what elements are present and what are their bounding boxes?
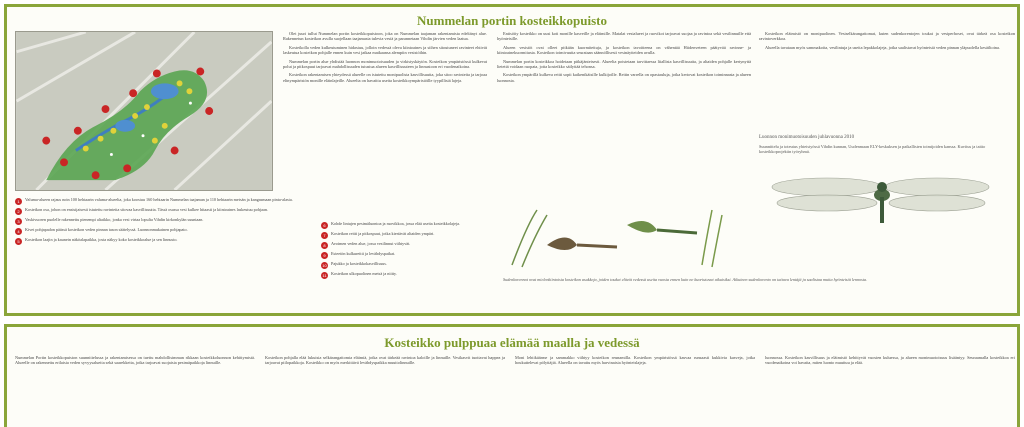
legend-number: 1 xyxy=(15,198,22,205)
legend-text: Kosteikon osa, johon on ensisijaisesti istutettu ravinteita sitovaa kasvillisuutta. Tässä osassa vesi kulkee hitaasti ja kiintoaines laskeutuu pohjaan. xyxy=(25,207,268,212)
bottom-column-3: Moni lehtikäärme ja sammakko viihtyy kosteikon reunamilla. Kosteikon ympäristössä kasvaa runsaasti kukkivia kasveja, jotka houkuttelevat pölyttäjiä. Alueella on tavattu myös harvinaisia hyönteislajeja. xyxy=(515,355,755,366)
legend-number: 7 xyxy=(321,232,328,239)
legend-text: Esteetön kulkureitti ja levähdyspaikat. xyxy=(331,251,396,256)
legend-text: Kivet pohjapadon päässä kosteikon veden pinnan tason säätelyssä. Luonnonmukainen pohjapato. xyxy=(25,227,188,232)
bottom-column-2: Kosteikon pohjalla elää lukuisia selkärangattomia eläimiä, jotka ovat tärkeää ravintoa kaloille ja linnuille. Vesikasvit tuottavat happea ja tarjoavat piilopaikkoja. Kosteikko on myös merkittävä levähdyspaikka muuttolinnuille. xyxy=(265,355,505,366)
legend-text: Avoimen veden alue, jossa vesilinnut viihtyvät. xyxy=(331,241,411,246)
legend-text: Kohde lintujen pesimäluontoa ja ruovikkoa, jossa elää useita kosteikkolajeja. xyxy=(331,221,461,226)
legend-number: 8 xyxy=(321,242,328,249)
legend-number: 11 xyxy=(322,273,327,278)
legend-item xyxy=(15,227,311,235)
legend-number: 2 xyxy=(15,208,22,215)
credits-text: Suunnittelu ja toteutus yhteistyössä Vihdin kunnan, Uudenmaan ELY-keskuksen ja paikallisten toimijoiden kanssa. Kuvitus ja taitto kosteikkoprojektin työryhmä. xyxy=(759,144,986,155)
paragraph: Kosteikolla veden kulkeutuminen hidastuu, jolloin vedessä oleva kiintoaines ja siihen sitoutuneet ravinteet ehtivät laskeutua kosteikon pohjalle ennen kuin vesi jatkaa matkaansa alempiin vesistöihin. xyxy=(283,44,487,56)
legend-text: Kosteikon ulkopuolinen metsä ja niitty. xyxy=(331,271,397,276)
legend-item xyxy=(15,217,311,225)
paragraph: Alueen vesistöt ovat olleet pitkään kuormitettuja, ja kosteikon tavoitteena on vähentää Hiidenveteen päätyvää ravinne- ja kiintoainekuormitusta. Kosteikon toimivuutta seurataan säännöllisesti vesinäytteiden avulla. xyxy=(497,44,751,56)
legend-number: 5 xyxy=(15,238,22,245)
legend-item xyxy=(321,271,501,279)
bottom-panel xyxy=(4,324,1020,427)
legend-item xyxy=(15,207,311,215)
text-column-3 xyxy=(759,31,1015,135)
legend-item xyxy=(321,251,501,259)
paragraph: Nummelan portin alue yhdistää luonnon monimuotoisuuden ja virkistyskäytön. Kosteikon ympäristössä kulkevat polut ja pitkospuut tarjoavat mahdollisuuden tutustua alueen kasvillisuuteen ja linnustoon eri vuodenaikoina. xyxy=(283,58,487,70)
bottom-panel-title: Kosteikko pulppuaa elämää maalla ja vedessä xyxy=(384,335,640,350)
legend-text: Kosteikon laajin ja kaunein näköalapaikka, josta näkyy koko kosteikkoalue ja sen linnusto. xyxy=(25,237,178,242)
wetland-map-graphic xyxy=(16,32,272,190)
credits xyxy=(759,135,1015,155)
top-panel-title: Nummelan portin kosteikkopuisto xyxy=(417,13,607,28)
dragonfly-illustration xyxy=(767,165,1007,225)
map-legend xyxy=(15,197,311,247)
legend-item xyxy=(321,261,501,269)
paragraph: Kosteikon rakentamisen yhteydessä alueelle on istutettu monipuolista kasvillisuutta, joka sitoo ravinteita ja tarjoaa elinympäristön monille eläinlajeille. Alueelta on havaittu useita kosteikkoympäristöille tyypillisiä lajeja. xyxy=(283,72,487,83)
paragraph: Alueella tavataan myös sammakoita, vesilintuja ja useita lepakkolajeja, jotka saalistavat hyönteisiä veden pinnan yläpuolella kesäiltoina. xyxy=(765,44,1000,50)
paragraph: Kosteikon ympärillä kulkeva reitti sopii kaikenikäisille kulkijoille. Reitin varrella on opastauluja, jotka kertovat kosteikon toiminnasta ja alueen luonnosta. xyxy=(497,72,751,83)
legend-number: 3 xyxy=(15,218,22,225)
paragraph: Entisöity kosteikko on uusi koti monille kasveille ja eläimille. Matalat vesialueet ja ruovikot tarjoavat suojaa ja ravintoa sekä vesilinnuille että hyönteisille. xyxy=(497,31,751,42)
text-column-1 xyxy=(283,31,487,245)
legend-item xyxy=(15,197,311,205)
larva-illustration xyxy=(507,205,727,275)
paragraph: Kosteikon eläimistö on monipuolinen. Vesiselkärangattomat, kuten sudenkorentojen toukat ja vesiperhoset, ovat tärkeä osa kosteikon ravintoverkkoa. xyxy=(759,31,1015,42)
bottom-column-1: Nummelan Portin kosteikkopuiston suunnittelussa ja rakentamisessa on tuettu mahdollisimman rikkaan kosteikkoluonnon kehittymistä. Alueelle on rakennettu erilaisia veden syvyysalueita sekä saarekkeita, jotka tarjoavat suojaisia pesimäpaikkoja linnuille. xyxy=(15,355,255,366)
legend-text: Kosteikon reitti ja pitkospuut, jotka kiertävät altaiden ympäri. xyxy=(331,231,435,236)
bottom-column-4: luonnossa. Kosteikon kasvillisuus ja eläimistö kehittyvät vuosien kuluessa, ja alueen monimuotoisuus lisääntyy. Seuraamalla kosteikkoa eri vuodenaikoina voi havaita, miten luonto muuttuu ja elää. xyxy=(765,355,1015,366)
wetland-map xyxy=(15,31,273,191)
legend-item xyxy=(15,237,311,245)
paragraph: Olet juuri tullut Nummelan portin kosteikkopuistoon, joka on Nummelan taajaman rakentamista edeltänyt alue. Rakennetun kosteikon avulla suojellaan taajamasta tulevia vesiä ja parannetaan Vihdin järvien veden laatua. xyxy=(283,31,487,42)
legend-number: 9 xyxy=(321,252,328,259)
paragraph: Nummelan portin kosteikkoa hoidetaan pitkäjänteisesti. Alueelta poistetaan tarvittaessa liiallista kasvillisuutta, ja altaiden pohjalle kertynyttä lietettä voidaan ruopata, jotta kosteikko säilyttää tehonsa. xyxy=(497,58,751,70)
illustration-caption: Sudenkorennot ovat mielenkiintoisia kosteikon asukkeja, joiden toukat elävät vedessä useita vuosia ennen kuin ne kuoriutuvat aikuisiksi. Aikuinen sudenkorento on taitava lentäjä ja saalistaa muita hyönteisiä lennosta. xyxy=(503,277,868,282)
credits-title: Luonnon monimuotoisuuden juhlavuonna 2010 xyxy=(759,135,855,140)
legend-text: Vaskivuoren puolelle rakennettu pienempi altaikko, jonka vesi virtaa lopulta Vihdin kirkonkylän suuntaan. xyxy=(25,217,204,222)
legend-text: Pajukko ja kosteikkokasvillisuus. xyxy=(331,261,387,266)
legend-number: 4 xyxy=(15,228,22,235)
legend-number: 6 xyxy=(321,222,328,229)
legend-text: Valuma-alueen rajaus noin 100 hehtaarin valuma-alueelta, joka koostuu 160 hehtaarin Nummelan taajaman ja 110 hehtaarin metsän ja kangasmaan pinta-alasta. xyxy=(25,197,293,202)
legend-number: 10 xyxy=(322,263,327,268)
top-panel xyxy=(4,4,1020,316)
